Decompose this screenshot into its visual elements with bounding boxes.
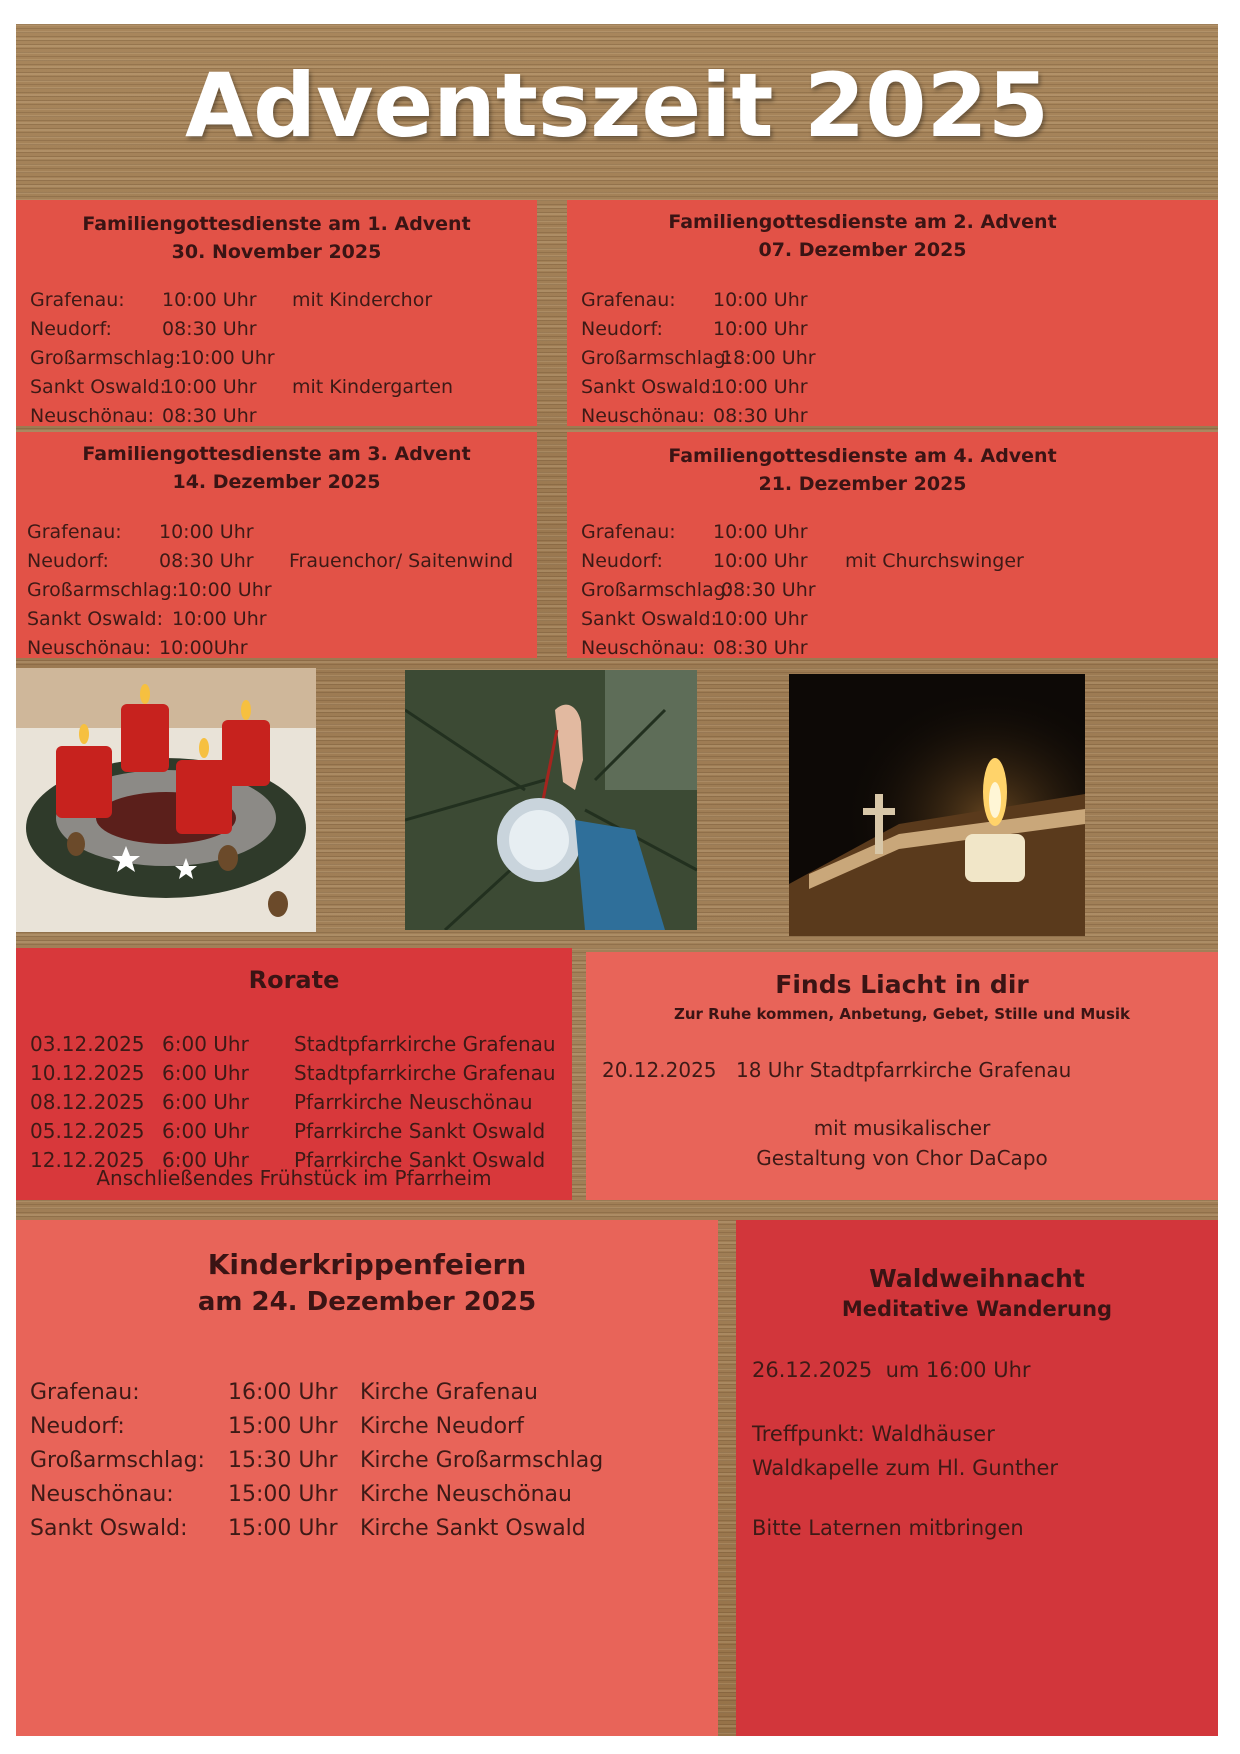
wood-background [16, 24, 1218, 1736]
time: 6:00 Uhr [162, 1090, 249, 1114]
list-item [30, 1376, 710, 1410]
time: 10:00 Uhr [713, 608, 808, 630]
page-title: Adventszeit 2025 [185, 54, 1049, 157]
time: 10:00Uhr [159, 637, 248, 659]
time: 08:30 Uhr [713, 637, 808, 659]
place: Grafenau: [27, 521, 122, 543]
list-item [30, 1117, 570, 1146]
advent-4-heading: Familiengottesdienste am 4. Advent [668, 445, 1057, 467]
wald-meet-1: Treffpunkt: Waldhäuser [752, 1422, 995, 1446]
time: 10:00 Uhr [162, 289, 257, 311]
place: Sankt Oswald: [30, 376, 167, 398]
kinderkrippe-panel [16, 1220, 718, 1736]
wald-note: Bitte Laternen mitbringen [752, 1516, 1024, 1540]
advent-wreath-photo [16, 668, 316, 932]
advent-1-date: 30. November 2025 [171, 241, 382, 263]
list-item [30, 1410, 710, 1444]
list-item [30, 344, 530, 373]
time: 08:30 Uhr [159, 550, 254, 572]
church: Kirche Neuschönau [360, 1482, 572, 1507]
date: 10.12.2025 [30, 1061, 145, 1085]
finds-line2: Gestaltung von Chor DaCapo [756, 1146, 1048, 1170]
time: 08:30 Uhr [162, 318, 257, 340]
church: Kirche Grafenau [360, 1380, 538, 1405]
list-item [30, 1088, 570, 1117]
place: Sankt Oswald: [27, 608, 164, 630]
date: 03.12.2025 [30, 1032, 145, 1056]
church: Kirche Großarmschlag [360, 1448, 604, 1473]
finds-event: 18 Uhr Stadtpfarrkirche Grafenau [736, 1058, 1072, 1082]
list-item [30, 315, 530, 344]
time: 15:30 Uhr [228, 1448, 338, 1473]
rorate-panel [16, 948, 572, 1200]
list-item [30, 1030, 570, 1059]
list-item [30, 1444, 710, 1478]
krippe-date: am 24. Dezember 2025 [197, 1287, 537, 1317]
time: 6:00 Uhr [162, 1032, 249, 1056]
list-item [581, 373, 1081, 402]
place: Neudorf: [581, 550, 663, 572]
place: Sankt Oswald: [581, 376, 718, 398]
place: Pfarrkirche Neuschönau [294, 1090, 533, 1114]
list-item [581, 286, 1081, 315]
note: mit Kindergarten [292, 376, 453, 398]
place: Großarmschlag: [581, 347, 733, 369]
list-item [581, 634, 1201, 663]
place: Stadtpfarrkirche Grafenau [294, 1032, 556, 1056]
list-item [581, 547, 1201, 576]
time: 15:00 Uhr [228, 1414, 338, 1439]
wald-subheading: Meditative Wanderung [841, 1297, 1113, 1321]
place: Neuschönau: [30, 405, 155, 427]
time: 08:30 Uhr [713, 405, 808, 427]
place: Neudorf: [30, 318, 112, 340]
list-item [30, 286, 530, 315]
time: 6:00 Uhr [162, 1061, 249, 1085]
place: Großarmschlag: [30, 1448, 205, 1473]
place: Sankt Oswald: [581, 608, 718, 630]
place: Neudorf: [30, 1414, 125, 1439]
list-item [581, 315, 1081, 344]
church: Kirche Sankt Oswald [360, 1516, 586, 1541]
wald-date: 26.12.2025 um 16:00 Uhr [752, 1358, 1031, 1382]
time: 15:00 Uhr [228, 1516, 338, 1541]
list-item [581, 576, 1201, 605]
place: Pfarrkirche Sankt Oswald [294, 1119, 546, 1143]
advent-2-panel [567, 200, 1218, 426]
wald-heading: Waldweihnacht [869, 1264, 1085, 1293]
list-item [581, 518, 1201, 547]
place: Neudorf: [27, 550, 109, 572]
time: 10:00 Uhr [177, 579, 272, 601]
time: 10:00 Uhr [172, 608, 267, 630]
time: 15:00 Uhr [228, 1482, 338, 1507]
place: Großarmschlag: [30, 347, 182, 369]
advent-2-heading: Familiengottesdienste am 2. Advent [668, 211, 1057, 233]
time: 18:00 Uhr [721, 347, 816, 369]
place: Pfarrkirche Sankt Oswald [294, 1148, 546, 1172]
date: 12.12.2025 [30, 1148, 145, 1172]
advent-2-date: 07. Dezember 2025 [758, 239, 967, 261]
date: 08.12.2025 [30, 1090, 145, 1114]
advent-3-date: 14. Dezember 2025 [172, 471, 381, 493]
waldweihnacht-panel [736, 1220, 1218, 1736]
list-item [27, 518, 532, 547]
place: Grafenau: [30, 1380, 140, 1405]
place: Neuschönau: [30, 1482, 174, 1507]
time: 10:00 Uhr [713, 550, 808, 572]
place: Stadtpfarrkirche Grafenau [294, 1061, 556, 1085]
list-item [27, 576, 532, 605]
place: Grafenau: [581, 521, 676, 543]
place: Grafenau: [30, 289, 125, 311]
time: 10:00 Uhr [713, 318, 808, 340]
list-item [581, 605, 1201, 634]
list-item [581, 402, 1081, 431]
candle-photo [789, 674, 1085, 936]
advent-1-panel [16, 200, 537, 426]
list-item [30, 1512, 710, 1546]
date: 05.12.2025 [30, 1119, 145, 1143]
time: 10:00 Uhr [713, 521, 808, 543]
finds-line1: mit musikalischer [813, 1116, 991, 1140]
rorate-footer: Anschließendes Frühstück im Pfarrheim [96, 1166, 492, 1190]
rorate-heading: Rorate [248, 966, 340, 994]
list-item [27, 605, 532, 634]
time: 08:30 Uhr [162, 405, 257, 427]
note: mit Churchswinger [845, 550, 1024, 572]
place: Neuschönau: [27, 637, 152, 659]
advent-4-panel [567, 432, 1218, 658]
time: 10:00 Uhr [162, 376, 257, 398]
place: Neudorf: [581, 318, 663, 340]
wald-meet-2: Waldkapelle zum Hl. Gunther [752, 1456, 1059, 1480]
finds-subheading: Zur Ruhe kommen, Anbetung, Gebet, Stille und Musik [673, 1005, 1131, 1023]
list-item [30, 402, 530, 431]
place: Neuschönau: [581, 637, 706, 659]
list-item [27, 547, 532, 576]
place: Großarmschlag: [581, 579, 733, 601]
time: 6:00 Uhr [162, 1119, 249, 1143]
place: Grafenau: [581, 289, 676, 311]
list-item [581, 344, 1081, 373]
finds-heading: Finds Liacht in dir [775, 970, 1029, 999]
time: 16:00 Uhr [228, 1380, 338, 1405]
time: 6:00 Uhr [162, 1148, 249, 1172]
advent-3-panel [16, 432, 537, 658]
list-item [30, 373, 530, 402]
krippe-heading: Kinderkrippenfeiern [207, 1248, 527, 1281]
time: 10:00 Uhr [713, 376, 808, 398]
church: Kirche Neudorf [360, 1414, 524, 1439]
time: 08:30 Uhr [721, 579, 816, 601]
finds-liacht-panel [586, 952, 1218, 1200]
list-item [27, 634, 532, 663]
advent-1-heading: Familiengottesdienste am 1. Advent [82, 213, 471, 235]
advent-4-date: 21. Dezember 2025 [758, 473, 967, 495]
place: Sankt Oswald: [30, 1516, 188, 1541]
note: Frauenchor/ Saitenwind [289, 550, 514, 572]
finds-date: 20.12.2025 [602, 1058, 717, 1082]
time: 10:00 Uhr [159, 521, 254, 543]
place: Neuschönau: [581, 405, 706, 427]
list-item [30, 1478, 710, 1512]
time: 10:00 Uhr [180, 347, 275, 369]
advent-3-heading: Familiengottesdienste am 3. Advent [82, 443, 471, 465]
note: mit Kinderchor [292, 289, 433, 311]
time: 10:00 Uhr [713, 289, 808, 311]
place: Großarmschlag: [27, 579, 179, 601]
ornament-photo [405, 670, 697, 930]
list-item [30, 1059, 570, 1088]
